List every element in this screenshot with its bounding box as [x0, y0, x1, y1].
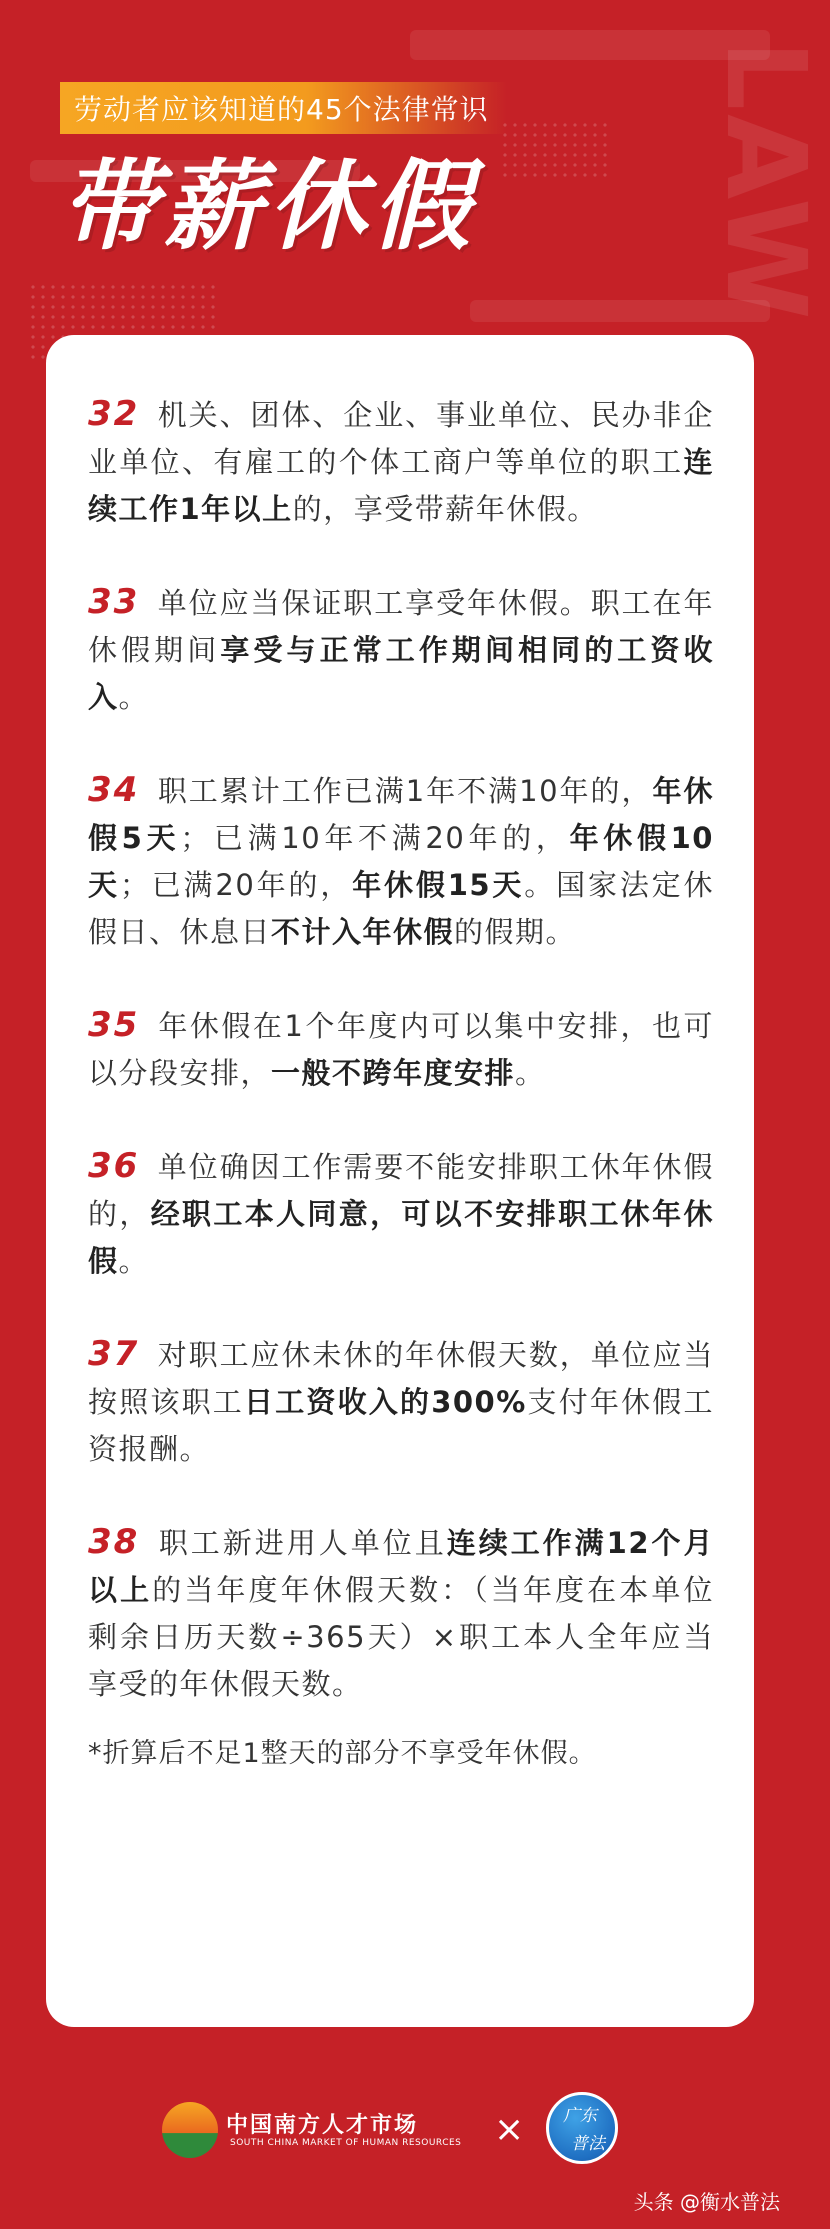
content-card — [46, 335, 754, 2027]
item-text-bold: 连续工作满12个月以上 — [88, 1526, 714, 1607]
item-text: 机关、团体、企业、事业单位、民办非企业单位、有雇工的个体工商户等单位的职工 — [88, 398, 714, 479]
item-text-bold: 不计入年休假 — [271, 915, 455, 949]
item-text: ；已满10年不满20年的， — [180, 821, 570, 855]
item-text-bold: 一般不跨年度安排 — [271, 1056, 516, 1090]
item-number: 35 — [88, 1005, 140, 1045]
cross-separator: × — [494, 2109, 525, 2150]
footnote: *折算后不足1整天的部分不享受年休假。 — [88, 1738, 597, 1769]
watermark: 头条 @衡水普法 — [633, 2190, 780, 2214]
item-text-bold: 经职工本人同意，可以不安排职工休年休假 — [88, 1197, 714, 1278]
item-number: 38 — [88, 1522, 140, 1562]
item-text: 。 — [515, 1056, 546, 1090]
law-item — [88, 1002, 714, 1097]
item-text-bold: 享受与正常工作期间相同的工资收入 — [88, 633, 714, 714]
law-item — [88, 579, 714, 721]
item-text: 的，享受带薪年休假。 — [292, 492, 598, 526]
org-name-en: SOUTH CHINA MARKET OF HUMAN RESOURCES — [230, 2138, 462, 2148]
decor-dots — [500, 120, 610, 180]
item-text-bold: 年休假10天 — [88, 821, 714, 902]
item-number: 33 — [88, 582, 140, 622]
item-text-bold: 年休假5天 — [88, 774, 714, 855]
seal-text-1: 广东 — [563, 2106, 597, 2126]
item-number: 36 — [88, 1146, 140, 1186]
item-text: 单位应当保证职工享受年休假。职工在年休假期间 — [88, 586, 714, 667]
item-text-bold: 连续工作1年以上 — [88, 445, 714, 526]
org-name: 中国南方人才市场 — [226, 2113, 419, 2138]
law-item — [88, 1519, 714, 1708]
item-number: 32 — [88, 394, 140, 434]
guangdong-pufa-logo-icon — [546, 2092, 618, 2164]
item-text-bold: 日工资收入的300% — [244, 1385, 527, 1419]
page-title: 带薪休假 — [60, 150, 477, 264]
item-number: 37 — [88, 1334, 140, 1374]
item-number: 34 — [88, 770, 140, 810]
item-text: 的当年度年休假天数：（当年度在本单位剩余日历天数÷365天）×职工本人全年应当享受的年休假天数。 — [88, 1573, 714, 1701]
item-text: 年休假在1个年度内可以集中安排，也可以分段安排， — [88, 1009, 714, 1090]
item-text: 。 — [118, 680, 150, 714]
item-text: 支付年休假工资报酬。 — [88, 1385, 714, 1466]
law-watermark-text: LAW — [702, 40, 830, 324]
item-text: ；已满20年的， — [119, 868, 353, 902]
item-text: 的假期。 — [454, 915, 577, 949]
law-item — [88, 1143, 714, 1285]
item-text-bold: 年休假15天 — [352, 868, 525, 902]
subtitle-banner: 劳动者应该知道的45个法律常识 — [60, 82, 507, 134]
item-text: 。 — [118, 1244, 150, 1278]
law-item — [88, 767, 714, 956]
item-text: 。国家法定休假日、休息日 — [88, 868, 715, 949]
south-china-market-logo-icon — [162, 2102, 218, 2158]
item-list — [88, 391, 714, 1708]
item-text: 对职工应休未休的年休假天数，单位应当按照该职工 — [88, 1338, 714, 1419]
law-item — [88, 1331, 714, 1473]
footer — [0, 2090, 800, 2190]
item-text: 单位确因工作需要不能安排职工休年休假的， — [88, 1150, 714, 1231]
seal-text-2: 普法 — [571, 2134, 605, 2154]
item-text: 职工累计工作已满1年不满10年的， — [157, 774, 653, 808]
law-item — [88, 391, 714, 533]
item-text: 职工新进用人单位且 — [157, 1526, 447, 1560]
